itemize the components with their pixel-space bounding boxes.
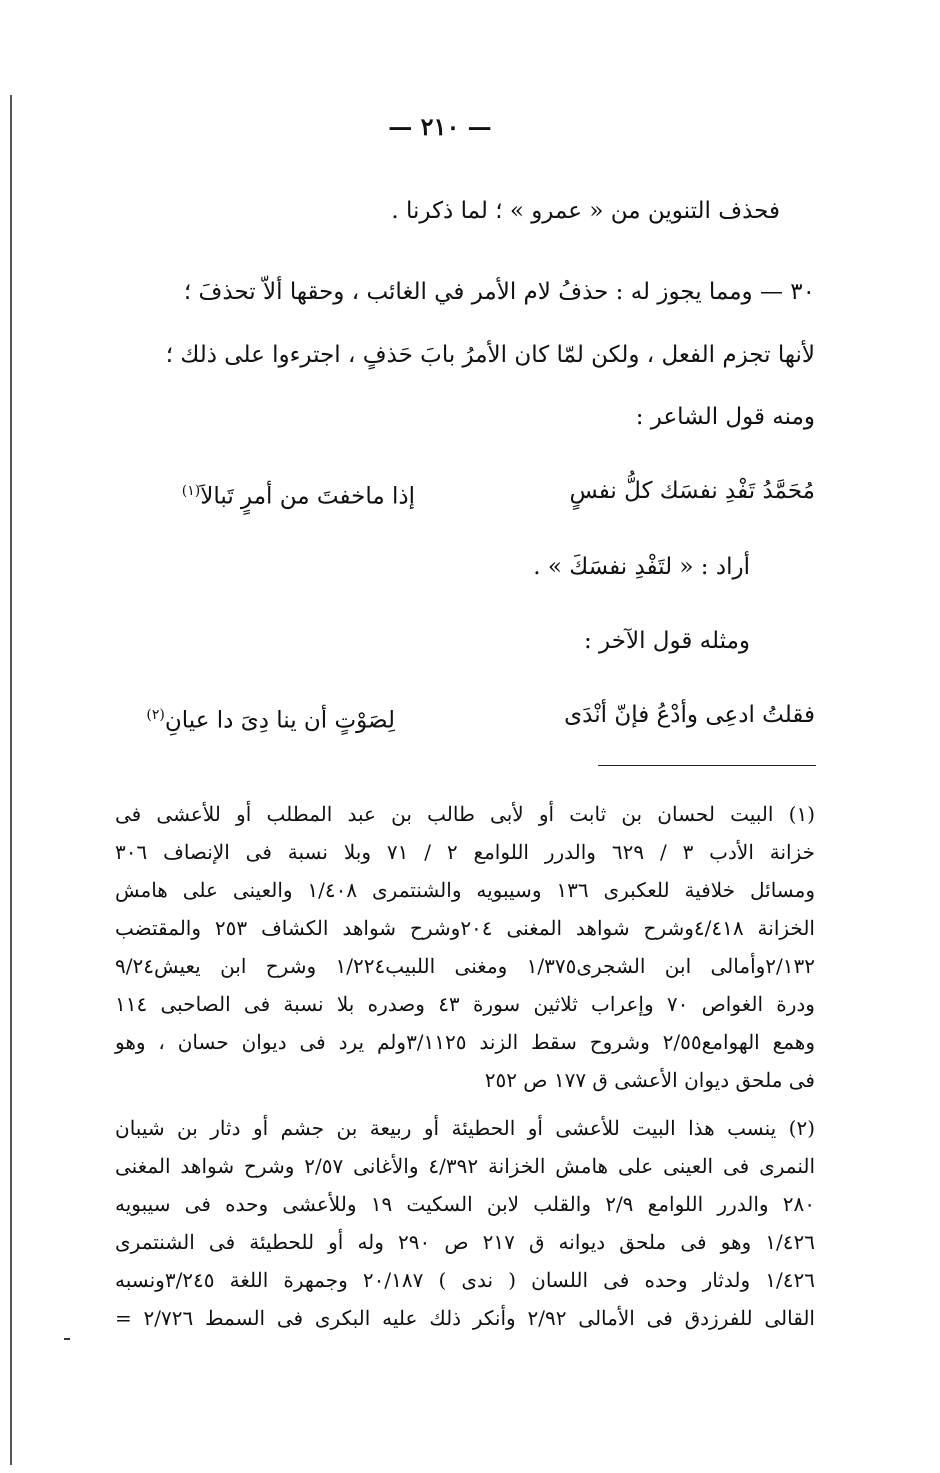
verse-2 [115, 700, 815, 732]
verse-1-second-hemistich [182, 476, 415, 512]
footnote-2-line: ١/٤٢٦ وهو فى ملحق ديوانه ق ٢١٧ ص ٢٩٠ وله أو للحطيئة فى الشنتمرى [115, 1230, 815, 1254]
verse-1-second-text: إذا ماخفتَ من أمرٍ تَبالاَ [200, 483, 415, 510]
footnote-1-line: ٢/١٣٢وأمالى ابن الشجرى١/٣٧٥ ومغنى اللبيب١/٢٢٤ وشرح ابن يعيش٩/٢٤ [115, 954, 816, 978]
body-line-6: ومثله قول الآخر : [584, 628, 750, 654]
body-line-4: ومنه قول الشاعر : [635, 404, 815, 430]
body-line-2: ٣٠ — ومما يجوز له : حذفُ لام الأمر في الغائب ، وحقها ألاّ تحذفَ ؛ [183, 279, 815, 305]
page-number: — ٢١٠ — [388, 112, 492, 141]
verse-1 [115, 476, 815, 508]
footnote-ref-1: (١) [181, 483, 201, 499]
footnote-ref-2: (٢) [146, 707, 165, 723]
verse-1-first-hemistich: مُحَمَّدُ تَفْدِ نفسَك كلُّ نفسٍ [569, 478, 815, 504]
footnote-1-line: وهمع الهوامع٢/٥٥ وشروح سقط الزند ٣/١١٢٥ولم يرد فى ديوان حسان ، وهو [115, 1030, 816, 1054]
binding-edge-line [10, 95, 12, 1465]
footnote-2-line: (٢) ينسب هذا البيت للأعشى أو الحطيئة أو ربيعة بن جشم أو دثار بن شيبان [115, 1116, 815, 1140]
footnote-2-line: ١/٤٢٦ ولدثار وحده فى اللسان ( ندى ) ٢٠/١٨٧ وجمهرة اللغة ٣/٢٤٥ونسبه [115, 1268, 816, 1292]
verse-2-second-hemistich [146, 700, 395, 736]
footnote-1-line: (١) البيت لحسان بن ثابت أو لأبى طالب بن عبد المطلب أو للأعشى فى [115, 802, 815, 826]
body-line-3: لأنها تجزم الفعل ، ولكن لمّا كان الأمرُ بابَ حَذفٍ ، اجترءوا على ذلك ؛ [165, 342, 815, 368]
footnote-divider [598, 765, 816, 766]
footnote-2-line: النمرى فى العينى على هامش الخزانة ٤/٣٩٢ والأغانى ٢/٥٧ وشرح شواهد المغنى [115, 1154, 816, 1178]
body-line-1: فحذف التنوين من « عمرو » ؛ لما ذكرنا . [391, 198, 780, 224]
body-line-5: أراد : « لتَفْدِ نفسَكَ » . [533, 554, 750, 580]
footnote-2-line: القالى للفرزدق فى الأمالى ٢/٩٢ وأنكر ذلك عليه البكرى فى السمط ٢/٧٢٦ = [115, 1306, 815, 1330]
footnote-1-line: ومسائل خلافية للعكبرى ١٣٦ وسيبويه والشنتمرى ١/٤٠٨ والعينى على هامش [115, 878, 815, 902]
verse-2-first-hemistich: فقلتُ ادعِى وأدْعُ فإنّ أنْدَى [564, 702, 815, 728]
footnote-1-line: فى ملحق ديوان الأعشى ق ١٧٧ ص ٢٥٢ [484, 1068, 815, 1092]
footnote-1-line: الخزانة ٤/٤١٨وشرح شواهد المغنى ٢٠٤وشرح شواهد الكشاف ٢٥٣ والمقتضب [115, 916, 815, 940]
footnote-1-line: خزانة الأدب ٣ / ٦٢٩ والدرر اللوامع ٢ / ٧١ وبلا نسبة فى الإنصاف ٣٠٦ [115, 840, 815, 864]
footnote-2-line: ٢٨٠ والدرر اللوامع ٢/٩ والقلب لابن السكيت ١٩ وللأعشى وحده فى سيبويه [115, 1192, 815, 1216]
margin-mark [64, 1338, 70, 1340]
footnote-1-line: ودرة الغواص ٧٠ وإعراب ثلاثين سورة ٤٣ وصدره بلا نسبة فى الصاحبى ١١٤ [115, 992, 815, 1016]
verse-2-second-text: لِصَوْتٍ أن ينا دِىَ دا عيانِ [164, 707, 395, 734]
